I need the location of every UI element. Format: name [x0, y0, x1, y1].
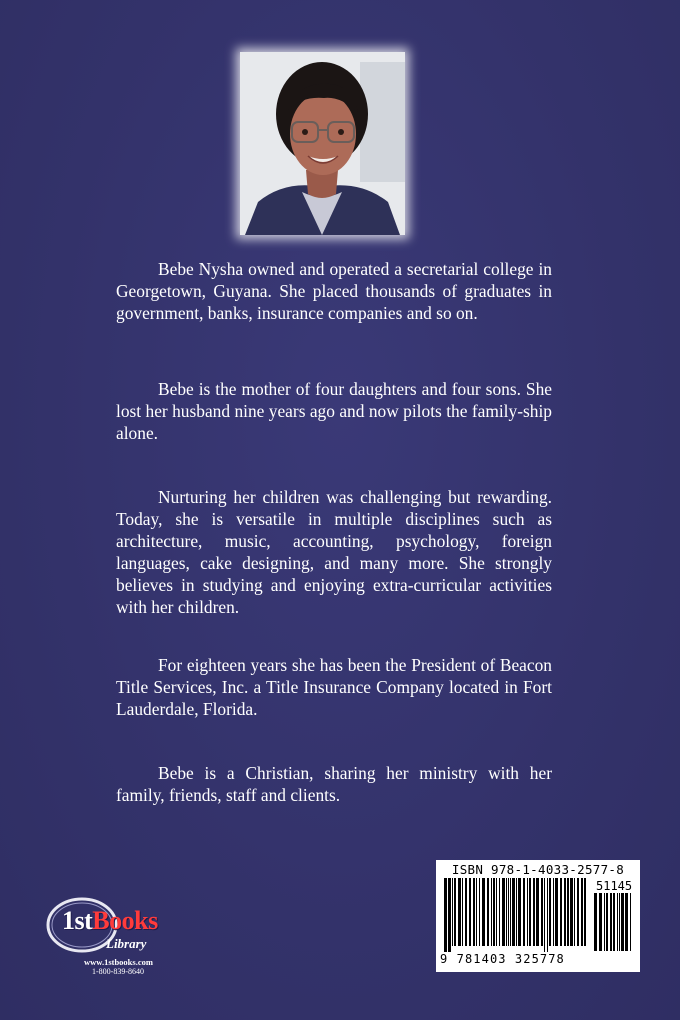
barcode-bar [604, 893, 605, 951]
barcode-bar [553, 878, 554, 946]
barcode-bar [621, 893, 624, 951]
barcode-bar [619, 893, 620, 951]
barcode-bar [512, 878, 515, 946]
author-photo [240, 52, 405, 235]
barcode-bar [491, 878, 492, 946]
barcode-bar [496, 878, 497, 946]
barcode-bar [508, 878, 509, 946]
barcode-bar [493, 878, 495, 946]
barcode-bar [448, 878, 451, 952]
barcode-bar [584, 878, 586, 946]
barcode-bar [564, 878, 566, 946]
isbn-barcode [436, 860, 640, 972]
barcode-bar [465, 878, 467, 946]
barcode-bar [487, 878, 489, 946]
publisher-logo [62, 906, 158, 936]
barcode-bar [476, 878, 477, 946]
publisher-phone: 1-800-839-8640 [92, 967, 144, 976]
logo-library: Library [106, 936, 147, 951]
ean-digits: 9 781403 325778 [440, 952, 565, 966]
barcode-bar [599, 893, 602, 951]
barcode-bar [574, 878, 575, 946]
barcode-bar [549, 878, 551, 946]
publisher-url: www.1stbooks.com [84, 957, 153, 967]
barcode-bar [516, 878, 517, 946]
barcode-bar [610, 893, 612, 951]
barcode-bar [510, 878, 511, 946]
addon-code: 51145 [596, 879, 633, 893]
barcode-bar [617, 893, 618, 951]
barcode-bar [462, 878, 463, 946]
barcode-bar [523, 878, 525, 946]
barcode-bar [613, 893, 615, 951]
bio-paragraph-3: Nurturing her children was challenging but rewarding. Today, she is versatile in multiple disciplines such as architecture, music, accounting, psychology, foreign languages, cake designing, and many more. She strongly believes in studying and enjoying extra-curricular activities with her children. [116, 487, 552, 617]
barcode-bar [606, 893, 608, 951]
barcode-bar [630, 893, 631, 951]
barcode-bar [555, 878, 558, 946]
barcode-bar [547, 878, 548, 952]
barcode-bar [479, 878, 480, 946]
barcode-bar [560, 878, 562, 946]
barcode-bar [473, 878, 475, 946]
logo-books: Books [92, 906, 158, 935]
barcode-bar [506, 878, 507, 946]
barcode-bar [518, 878, 521, 946]
barcode-bar [625, 893, 628, 951]
barcode-bar [570, 878, 573, 946]
bio-paragraph-5: Bebe is a Christian, sharing her ministry with her family, friends, staff and clients. [116, 763, 552, 805]
barcode-bar [454, 878, 456, 946]
barcode-bar [529, 878, 531, 946]
barcode-bar [544, 878, 545, 952]
bio-paragraph-4: For eighteen years she has been the President of Beacon Title Services, Inc. a Title Insurance Company located in Fort Lauderdale, Florida. [116, 655, 552, 719]
barcode-bar [482, 878, 485, 946]
bio-paragraph-2: Bebe is the mother of four daughters and four sons. She lost her husband nine years ago and now pilots the family-ship alone. [116, 379, 552, 443]
barcode-bar [469, 878, 471, 946]
barcode-bar [567, 878, 569, 946]
barcode-bar [594, 893, 597, 951]
barcode-bar [536, 878, 539, 946]
ean-barcode-bars [444, 878, 590, 952]
barcode-bar [581, 878, 583, 946]
bio-paragraph-1: Bebe Nysha owned and operated a secretarial college in Georgetown, Guyana. She placed thousands of graduates in government, banks, insurance companies and so on. [116, 259, 552, 323]
barcode-bar [499, 878, 500, 946]
barcode-bar [452, 878, 453, 946]
logo-1st: 1st [62, 906, 93, 935]
barcode-bar [458, 878, 461, 946]
barcode-bar [541, 878, 543, 946]
barcode-bar [444, 878, 447, 952]
barcode-bar [533, 878, 535, 946]
isbn-label: ISBN 978-1-4033-2577-8 [451, 862, 625, 877]
barcode-bar [577, 878, 579, 946]
barcode-bar [502, 878, 505, 946]
barcode-bar [527, 878, 528, 946]
addon-barcode-bars [594, 893, 634, 963]
